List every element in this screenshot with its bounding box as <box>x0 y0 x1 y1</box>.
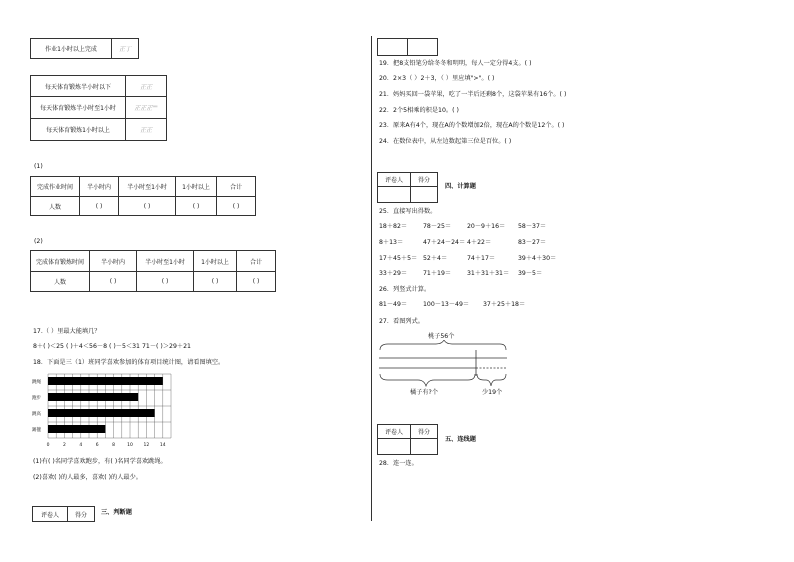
q25-item[interactable]: 71＋19＝ <box>423 270 452 277</box>
table-header: 完成作业时间 <box>31 177 80 197</box>
q25-item[interactable]: 20－9＋16＝ <box>467 223 506 230</box>
q27-total-label: 桃子56个 <box>428 333 455 340</box>
q21[interactable]: 21．妈妈买回一袋苹果，吃了一半后还剩8个，这袋苹果有16个。( ) <box>379 91 567 98</box>
empty-cell <box>408 39 438 56</box>
tally-marks: 正正正"" <box>126 97 167 119</box>
q27-title: 27．看图列式。 <box>379 318 424 325</box>
answer-cell[interactable]: ( ) <box>176 197 217 216</box>
q28-title: 28．连一连。 <box>379 460 418 467</box>
table-header: 半小时内 <box>80 177 119 197</box>
table-header: 合计 <box>237 251 276 272</box>
q26-item[interactable]: 37＋25＋18＝ <box>483 301 526 308</box>
q25-item[interactable]: 52＋4＝ <box>423 255 448 262</box>
answer-cell[interactable]: ( ) <box>194 272 237 292</box>
tally-marks: 正正 <box>126 76 167 97</box>
answer-cell[interactable]: ( ) <box>119 197 176 216</box>
empty-cell <box>378 187 411 203</box>
table2-number: (2) <box>34 238 43 245</box>
tick-label: 0 <box>46 443 50 448</box>
score-label: 得分 <box>68 507 95 522</box>
q19[interactable]: 19．把8支铅笔分给冬冬和明明，每人一定分得4支。( ) <box>379 60 532 67</box>
column-divider <box>371 36 372 521</box>
q25-item[interactable]: 31＋31＋31＝ <box>467 270 510 277</box>
q17-title: 17.（ ）里最大能填几？ <box>33 328 101 335</box>
category-label: 跳高 <box>32 412 41 417</box>
bar <box>48 393 138 401</box>
tick-label: 14 <box>159 443 166 448</box>
tally-label: 每天体育锻炼半小时至1小时 <box>31 97 126 119</box>
q25-item[interactable]: 39－5＝ <box>518 270 543 277</box>
row-label: 人数 <box>31 197 80 216</box>
tally-marks: 正丁 <box>112 39 139 59</box>
table-header: 半小时至1小时 <box>137 251 194 272</box>
row-label: 人数 <box>31 272 90 292</box>
q25-item[interactable]: 8＋13＝ <box>379 239 404 246</box>
tick-label: 10 <box>127 443 133 448</box>
score-box <box>377 424 438 455</box>
reviewer-label: 评卷人 <box>33 507 68 522</box>
tick-label: 6 <box>95 443 99 448</box>
q26-title: 26．列竖式计算。 <box>379 286 431 293</box>
q18-title: 18．下面是三（1）班同学喜欢参加的体育项目统计图，请看图填空。 <box>33 359 225 366</box>
q22[interactable]: 22．2个5相乘的积是10。( ) <box>379 107 459 114</box>
score-box <box>377 172 438 203</box>
q24[interactable]: 24．在数位表中，从左边数起第三位是百位。( ) <box>379 138 512 145</box>
bar <box>48 425 105 433</box>
answer-cell[interactable]: ( ) <box>80 197 119 216</box>
table-header: 1小时以上 <box>176 177 217 197</box>
bar <box>48 377 163 385</box>
section-title-match: 五、连线题 <box>445 436 476 443</box>
sports-bar-chart <box>30 370 180 452</box>
bar <box>48 409 155 417</box>
category-label: 跑步 <box>32 396 41 401</box>
q26-item[interactable]: 81－49＝ <box>379 301 408 308</box>
tick-label: 2 <box>62 443 66 448</box>
tick-label: 8 <box>112 443 116 448</box>
answer-cell[interactable]: ( ) <box>90 272 137 292</box>
q20[interactable]: 20．2×3（ ）2＋3，（ ）里应填">"。( ) <box>379 75 495 82</box>
q25-item[interactable]: 17＋45＋5＝ <box>379 255 418 262</box>
q26-item[interactable]: 100－13－49＝ <box>423 301 470 308</box>
section-title-judge: 三、判断题 <box>101 509 132 516</box>
answer-cell[interactable]: ( ) <box>217 197 256 216</box>
homework-count-table <box>30 176 256 216</box>
score-box-empty <box>377 38 438 56</box>
q25-item[interactable]: 78－25＝ <box>423 223 452 230</box>
q18-fill-1[interactable]: (1)有( )名同学喜欢跑步，有( )名同学喜欢跳绳。 <box>33 458 167 465</box>
table1-number: (1) <box>34 163 43 170</box>
q23[interactable]: 23．原来A有4个，现在A的个数增加2倍，现在A的个数是12个。( ) <box>379 122 565 129</box>
reviewer-label: 评卷人 <box>378 425 411 439</box>
q27-part1-label: 橘子有?个 <box>410 389 439 396</box>
category-label: 跳绳 <box>32 380 41 385</box>
score-label: 得分 <box>411 173 438 187</box>
q25-item[interactable]: 18＋82＝ <box>379 223 408 230</box>
q27-part2-label: 少19个 <box>482 389 503 396</box>
q25-item[interactable]: 47＋24－24＝ <box>423 239 466 246</box>
tally-label: 作业1小时以上完成 <box>31 39 112 59</box>
pe-count-table <box>30 250 276 292</box>
empty-cell <box>411 439 438 455</box>
score-box <box>32 506 95 522</box>
q27-diagram <box>376 340 512 392</box>
q25-item[interactable]: 83－27＝ <box>518 239 547 246</box>
tick-label: 12 <box>143 443 150 448</box>
empty-cell <box>378 39 408 56</box>
category-label: 踢毽 <box>32 428 41 433</box>
tick-label: 4 <box>79 443 83 448</box>
table-header: 1小时以上 <box>194 251 237 272</box>
q25-title: 25．直接写出得数。 <box>379 208 437 215</box>
table-header: 半小时至1小时 <box>119 177 176 197</box>
tally-homework-table <box>30 38 139 59</box>
tally-pe-table <box>30 75 167 141</box>
answer-cell[interactable]: ( ) <box>237 272 276 292</box>
tally-label: 每天体育锻炼1小时以上 <box>31 119 126 141</box>
empty-cell <box>411 187 438 203</box>
q25-item[interactable]: 39＋4＋30＝ <box>518 255 557 262</box>
q25-item[interactable]: 58－37＝ <box>518 223 547 230</box>
q25-item[interactable]: 33＋29＝ <box>379 270 408 277</box>
reviewer-label: 评卷人 <box>378 173 411 187</box>
table-header: 完成体育锻炼时间 <box>31 251 90 272</box>
empty-cell <box>378 439 411 455</box>
table-header: 合计 <box>217 177 256 197</box>
table-header: 半小时内 <box>90 251 137 272</box>
tally-label: 每天体育锻炼半小时以下 <box>31 76 126 97</box>
score-label: 得分 <box>411 425 438 439</box>
answer-cell[interactable]: ( ) <box>137 272 194 292</box>
tally-marks: 正正 <box>126 119 167 141</box>
q25-item[interactable]: 4＋22＝ <box>467 239 492 246</box>
q25-item[interactable]: 74＋17＝ <box>467 255 496 262</box>
q18-fill-2[interactable]: (2)喜欢( )的人最多，喜欢( )的人最少。 <box>33 474 142 481</box>
q17-line[interactable]: 8＋( )＜25 ( )＋4＜56－8 ( )－5＜31 71－( )＞29＋21 <box>33 343 191 350</box>
section-title-calc: 四、计算题 <box>445 183 476 190</box>
